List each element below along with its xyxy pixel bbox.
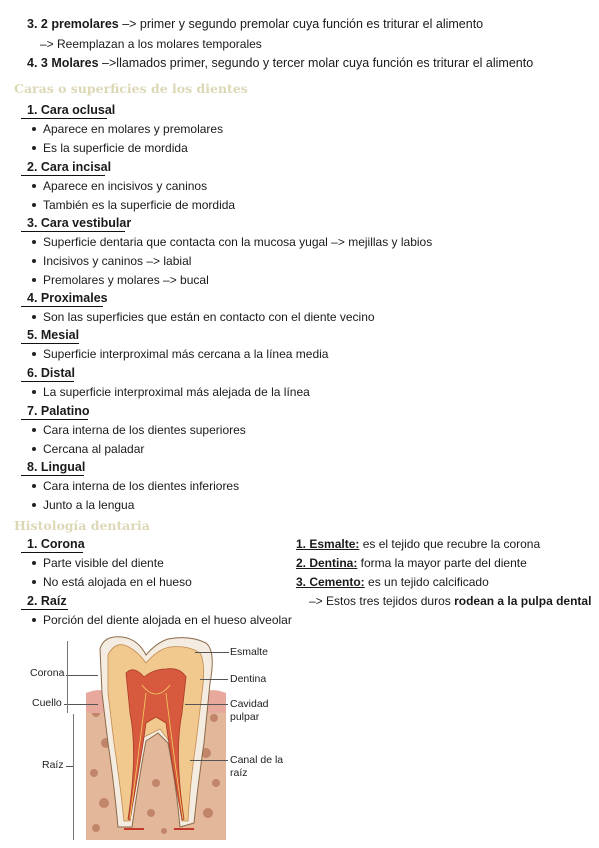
underline-corona	[21, 552, 83, 553]
face-heading-1: 1. Cara oclusal	[27, 103, 116, 117]
underline-4	[21, 306, 103, 307]
face-heading-6: 6. Distal	[27, 366, 75, 380]
premolares-line	[27, 17, 483, 31]
leader-line	[185, 704, 228, 705]
list-item: Superficie dentaria que contacta con la mucosa yugal –> mejillas y labios	[32, 235, 432, 249]
section-title-histology: Histología dentaria	[14, 518, 150, 533]
tissue-esmalte: 1. Esmalte: es el tejido que recubre la corona	[296, 537, 541, 551]
premolares-note: –> Reemplazan a los molares temporales	[40, 37, 262, 51]
label-cuello: Cuello	[32, 697, 62, 709]
label-cavidad-pulpar: Cavidad pulpar	[230, 698, 269, 723]
bracket-corona	[67, 641, 68, 703]
face-heading-4: 4. Proximales	[27, 291, 108, 305]
face-heading-3: 3. Cara vestibular	[27, 216, 132, 230]
list-item: Cara interna de los dientes inferiores	[32, 479, 239, 493]
premolares-text: –> primer y segundo premolar cuya función es triturar el alimento	[118, 17, 484, 31]
underline-raiz	[21, 609, 68, 610]
leader-line	[200, 679, 228, 680]
list-item: Incisivos y caninos –> labial	[32, 254, 191, 268]
underline-3	[21, 231, 125, 232]
label-raiz: Raíz	[42, 759, 64, 771]
face-heading-5: 5. Mesial	[27, 328, 80, 342]
underline-6	[21, 381, 74, 382]
histology-heading-corona: 1. Corona	[27, 537, 85, 551]
underline-7	[21, 419, 88, 420]
label-esmalte: Esmalte	[230, 646, 268, 658]
molares-text: –>llamados primer, segundo y tercer molar cuya función es triturar el alimento	[98, 56, 534, 70]
bracket-raiz	[73, 714, 74, 840]
underline-8	[21, 475, 84, 476]
list-item: Premolares y molares –> bucal	[32, 273, 209, 287]
list-item: Superficie interproximal más cercana a la línea media	[32, 347, 328, 361]
tissue-note: –> Estos tres tejidos duros rodean a la pulpa dental	[309, 594, 592, 608]
molares-label: 4. 3 Molares	[27, 56, 99, 70]
label-dentina: Dentina	[230, 673, 267, 685]
leader-line	[64, 704, 98, 705]
bracket-cuello	[67, 697, 68, 713]
tissue-dentina: 2. Dentina: forma la mayor parte del diente	[296, 556, 527, 570]
list-item: Junto a la lengua	[32, 498, 134, 512]
tissue-cemento: 3. Cemento: es un tejido calcificado	[296, 575, 489, 589]
leader-line	[66, 675, 98, 676]
list-item: No está alojada en el hueso	[32, 575, 192, 589]
label-canal-raiz: Canal de la raíz	[230, 754, 284, 779]
face-heading-7: 7. Palatino	[27, 404, 90, 418]
list-item: También es la superficie de mordida	[32, 198, 235, 212]
list-item: Cercana al paladar	[32, 442, 144, 456]
underline-2	[21, 175, 105, 176]
section-title-faces: Caras o superficies de los dientes	[14, 81, 248, 96]
face-heading-8: 8. Lingual	[27, 460, 86, 474]
list-item: Cara interna de los dientes superiores	[32, 423, 246, 437]
list-item: Parte visible del diente	[32, 556, 164, 570]
leader-line	[195, 652, 229, 653]
underline-1	[21, 118, 107, 119]
histology-heading-raiz: 2. Raíz	[27, 594, 67, 608]
face-heading-2: 2. Cara incisal	[27, 160, 112, 174]
list-item: Es la superficie de mordida	[32, 141, 188, 155]
underline-5	[21, 343, 79, 344]
premolares-label: 3. 2 premolares	[27, 17, 119, 31]
leader-line	[190, 760, 228, 761]
label-corona: Corona	[30, 667, 65, 679]
list-item: Son las superficies que están en contacto con el diente vecino	[32, 310, 375, 324]
list-item: Aparece en molares y premolares	[32, 122, 223, 136]
tooth-diagram-image	[86, 633, 226, 840]
list-item: Porción del diente alojada en el hueso alveolar	[32, 613, 292, 627]
list-item: La superficie interproximal más alejada de la línea	[32, 385, 310, 399]
molares-line	[27, 56, 533, 70]
list-item: Aparece en incisivos y caninos	[32, 179, 207, 193]
